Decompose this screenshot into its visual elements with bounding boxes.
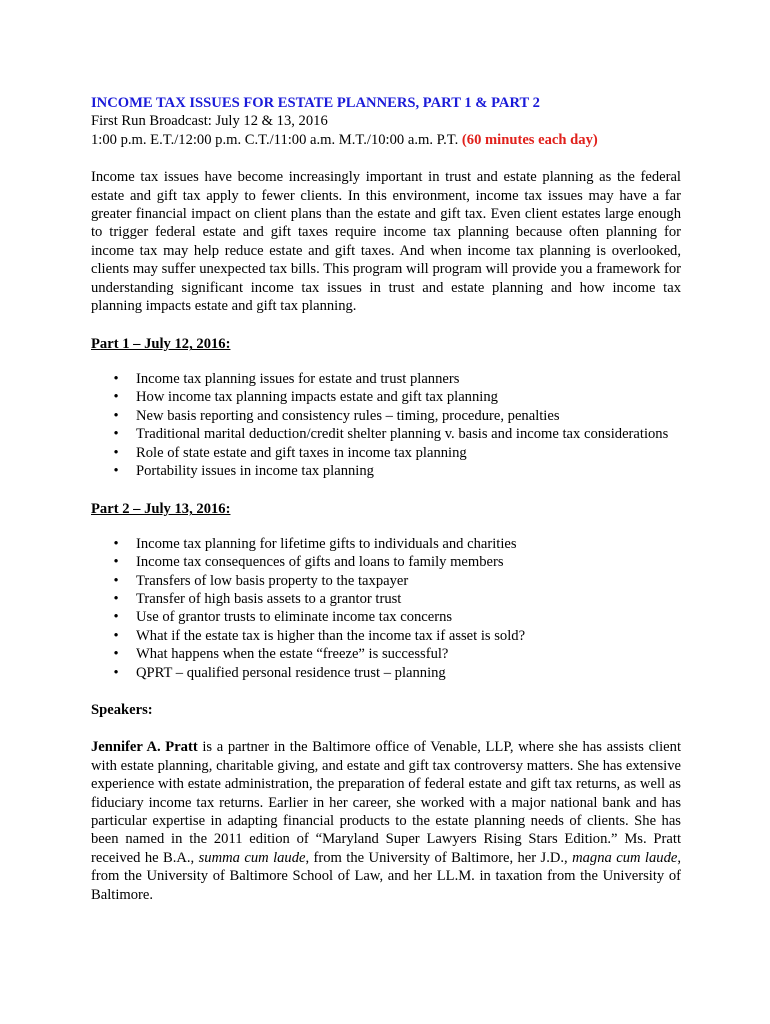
bio-text-1: is a partner in the Baltimore office of Venable, LLP, where she has assists client with estate planning, charitable giving, and estate and gift tax controversy matters. She has extensive experience with estate administration, the preparation of federal estate and gift tax returns, as well as fiduciary income tax returns. Earlier in her career, she worked with a major national bank and has particular expertise in adapting financial products to the estate planning needs of clients. She has been named in the 2011 edition of “Maryland Super Lawyers Rising Stars Edition.” Ms. Pratt received he B.A., xyxy=(91,739,681,866)
part1-topic-list xyxy=(91,370,681,480)
bullet-icon: • xyxy=(113,627,119,644)
topic-text: New basis reporting and consistency rules – timing, procedure, penalties xyxy=(136,407,560,424)
bullet-icon: • xyxy=(113,609,119,626)
speakers-heading: Speakers: xyxy=(91,701,153,718)
part2-topic-item xyxy=(113,553,681,571)
bullet-icon: • xyxy=(113,426,119,443)
part2-topic-item xyxy=(113,664,681,682)
part2-topic-item xyxy=(113,645,681,663)
part1-heading: Part 1 – July 12, 2016: xyxy=(91,336,231,353)
bullet-icon: • xyxy=(113,407,119,424)
part2-topic-item xyxy=(113,608,681,626)
topic-text: Portability issues in income tax planning xyxy=(136,462,374,479)
topic-text: Use of grantor trusts to eliminate income tax concerns xyxy=(136,609,453,626)
part1-topic-item xyxy=(113,388,681,406)
bullet-icon: • xyxy=(113,572,119,589)
topic-text: What happens when the estate “freeze” is successful? xyxy=(136,646,449,663)
speaker-name: Jennifer A. Pratt xyxy=(91,739,198,756)
time-zones: 1:00 p.m. E.T./12:00 p.m. C.T./11:00 a.m. M.T./10:00 a.m. P.T. xyxy=(91,131,459,148)
bio-text-2: , from the University of Baltimore, her J.D., xyxy=(305,849,573,866)
bullet-icon: • xyxy=(113,462,119,479)
document-page xyxy=(91,94,681,904)
bullet-icon: • xyxy=(113,664,119,681)
bullet-icon: • xyxy=(113,535,119,552)
bio-honor-2: magna cum laude xyxy=(572,849,678,866)
topic-text: How income tax planning impacts estate and gift tax planning xyxy=(136,389,498,406)
bullet-icon: • xyxy=(113,554,119,571)
bullet-icon: • xyxy=(113,590,119,607)
bullet-icon: • xyxy=(113,389,119,406)
part1-topic-item xyxy=(113,407,681,425)
topic-text: Transfers of low basis property to the taxpayer xyxy=(136,572,409,589)
part1-topic-item xyxy=(113,425,681,443)
part1-topic-item xyxy=(113,462,681,480)
part2-topic-item xyxy=(113,535,681,553)
broadcast-times xyxy=(91,131,681,149)
part2-topic-item xyxy=(113,627,681,645)
bullet-icon: • xyxy=(113,444,119,461)
topic-text: QPRT – qualified personal residence trust – planning xyxy=(136,664,446,681)
bullet-icon: • xyxy=(113,370,119,387)
bio-honor-1: summa cum laude xyxy=(198,849,306,866)
part1-topic-item xyxy=(113,370,681,388)
topic-text: What if the estate tax is higher than the income tax if asset is sold? xyxy=(136,627,526,644)
topic-text: Transfer of high basis assets to a grantor trust xyxy=(136,590,402,607)
bullet-icon: • xyxy=(113,646,119,663)
topic-text: Role of state estate and gift taxes in income tax planning xyxy=(136,444,467,461)
topic-text: Income tax planning issues for estate and trust planners xyxy=(136,370,460,387)
part2-topic-list xyxy=(91,535,681,682)
topic-text: Traditional marital deduction/credit shelter planning v. basis and income tax considerations xyxy=(136,426,669,443)
part2-topic-item xyxy=(113,590,681,608)
topic-text: Income tax consequences of gifts and loans to family members xyxy=(136,554,504,571)
duration-note: (60 minutes each day) xyxy=(461,131,598,148)
topic-text: Income tax planning for lifetime gifts to individuals and charities xyxy=(136,535,517,552)
part2-topic-item xyxy=(113,572,681,590)
speaker-bio xyxy=(91,738,681,904)
bio-text-3: , from the University of Baltimore School of Law, and her LL.M. in taxation from the University of Baltimore. xyxy=(91,849,682,903)
part2-heading: Part 2 – July 13, 2016: xyxy=(91,501,231,518)
program-description: Income tax issues have become increasingly important in trust and estate planning as the federal estate and gift tax apply to fewer clients. In this environment, income tax issues may have a far greater financial impact on client plans than the estate and gift tax. Even client estates large enough to trigger federal estate and gift taxes require income tax planning because often planning for income tax may help reduce estate and gift taxes. And when income tax planning is overlooked, clients may suffer unexpected tax bills. This program will program will provide you a framework for understanding significant income tax issues in trust and estate planning and how income tax planning impacts estate and gift tax planning. xyxy=(91,169,681,315)
part1-topic-item xyxy=(113,444,681,462)
program-title: INCOME TAX ISSUES FOR ESTATE PLANNERS, PART 1 & PART 2 xyxy=(91,95,540,111)
broadcast-dates: First Run Broadcast: July 12 & 13, 2016 xyxy=(91,113,328,130)
